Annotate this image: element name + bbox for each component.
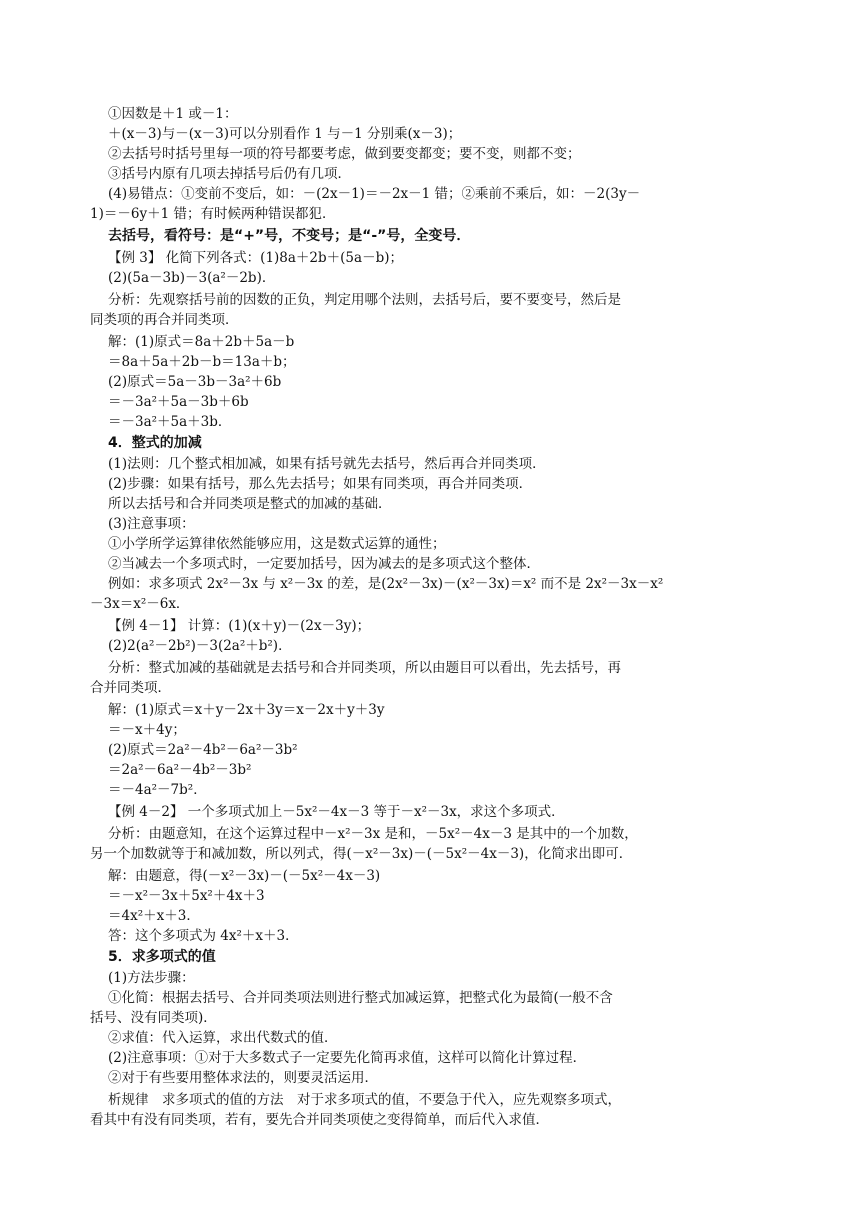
text-line: 同类项的再合并同类项． <box>90 312 239 328</box>
text-line: (2)原式＝2a²－4b²－6a²－3b² <box>108 742 298 758</box>
text-line: 分析：先观察括号前的因数的正负，判定用哪个法则，去括号后，要不要变号，然后是 <box>108 292 621 308</box>
text-line: ①因数是＋1 或－1： <box>108 106 238 122</box>
text-line: (2)注意事项：①对于大多数式子一定要先化简再求值，这样可以简化计算过程． <box>108 1050 587 1066</box>
text-line: ②求值：代入运算，求出代数式的值． <box>108 1030 338 1046</box>
text-line: (1)法则：几个整式相加减，如果有括号就先去括号，然后再合并同类项． <box>108 456 546 472</box>
text-line: ＝－3a²＋5a－3b＋6b <box>108 394 249 410</box>
text-line: 解：(1)原式＝x＋y－2x＋3y＝x－2x＋y＋3y <box>108 702 385 718</box>
text-line: ＝－3a²＋5a＋3b． <box>108 414 232 430</box>
text-line: 所以去括号和合并同类项是整式的加减的基础． <box>108 496 392 512</box>
text-line: 【例 4－1】 计算：(1)(x＋y)－(2x－3y)； <box>108 618 371 634</box>
text-line: 分析：由题意知，在这个运算过程中－x²－3x 是和，－5x²－4x－3 是其中的一个加数， <box>108 826 638 842</box>
text-line: ＝8a＋5a＋2b－b＝13a＋b； <box>108 354 296 370</box>
text-line: ＝－4a²－7b²． <box>108 782 207 798</box>
text-line: 1)＝－6y＋1 错；有时候两种错误都犯． <box>90 206 336 222</box>
text-line: 合并同类项． <box>90 680 171 696</box>
text-line: ①化简：根据去括号、合并同类项法则进行整式加减运算，把整式化为最简(一般不含 <box>108 990 613 1006</box>
text-line: 括号、没有同类项)． <box>90 1010 217 1026</box>
text-line: (2)2(a²－2b²)－3(2a²＋b²)． <box>108 638 292 654</box>
text-line: ＝－x＋4y； <box>108 722 186 738</box>
text-line: ＝－x²－3x＋5x²＋4x＋3 <box>108 888 265 904</box>
text-line: 答：这个多项式为 4x²＋x＋3． <box>108 928 299 944</box>
text-line: 分析：整式加减的基础就是去括号和合并同类项，所以由题目可以看出，先去括号，再 <box>108 660 621 676</box>
text-line: 析规律 求多项式的值的方法 对于求多项式的值，不要急于代入，应先观察多项式， <box>108 1092 621 1108</box>
text-line: ②对于有些要用整体求法的，则要灵活运用． <box>108 1070 378 1086</box>
text-line: 【例 3】 化简下列各式：(1)8a＋2b＋(5a－b)； <box>108 250 403 266</box>
text-line: 看其中有没有同类项，若有，要先合并同类项使之变得简单，而后代入求值． <box>90 1112 549 1128</box>
text-line: ＝4x²＋x＋3． <box>108 908 200 924</box>
text-line: ②去括号时括号里每一项的符号都要考虑，做到要变都变；要不变，则都不变； <box>108 146 581 162</box>
text-line: (4)易错点：①变前不变后，如：－(2x－1)＝－2x－1 错；②乘前不乘后，如：－2(3y－ <box>108 186 641 202</box>
text-line: ②当减去一个多项式时，一定要加括号，因为减去的是多项式这个整体． <box>108 556 540 572</box>
text-line: 解：由题意，得(－x²－3x)－(－5x²－4x－3) <box>108 868 381 884</box>
section-heading: 4．整式的加减 <box>108 435 202 451</box>
text-line: (2)(5a－3b)－3(a²－2b)． <box>108 270 276 286</box>
text-line: 例如：求多项式 2x²－3x 与 x²－3x 的差，是(2x²－3x)－(x²－3x)＝x² 而不是 2x²－3x－x² <box>108 576 664 592</box>
section-heading: 5．求多项式的值 <box>108 949 216 965</box>
text-line: －3x＝x²－6x． <box>90 596 190 612</box>
text-line: 另一个加数就等于和减加数，所以列式，得(－x²－3x)－(－5x²－4x－3)，化简求出即可． <box>90 846 633 862</box>
text-line: (2)步骤：如果有括号，那么先去括号；如果有同类项，再合并同类项． <box>108 476 533 492</box>
text-line: (1)方法步骤： <box>108 970 195 986</box>
text-line: ＋(x－3)与－(x－3)可以分别看作 1 与－1 分别乘(x－3)； <box>108 126 462 142</box>
text-line: 解：(1)原式＝8a＋2b＋5a－b <box>108 334 295 350</box>
text-line: ①小学所学运算律依然能够应用，这是数式运算的通性； <box>108 536 446 552</box>
text-line: ③括号内原有几项去掉括号后仍有几项． <box>108 166 351 182</box>
text-line: 【例 4－2】 一个多项式加上－5x²－4x－3 等于－x²－3x，求这个多项式． <box>108 804 565 820</box>
text-line: ＝2a²－6a²－4b²－3b² <box>108 762 252 778</box>
text-line: (3)注意事项： <box>108 516 195 532</box>
section-heading: 去括号，看符号：是“+”号，不变号；是“-”号，全变号． <box>108 228 471 244</box>
text-line: (2)原式＝5a－3b－3a²＋6b <box>108 374 282 390</box>
